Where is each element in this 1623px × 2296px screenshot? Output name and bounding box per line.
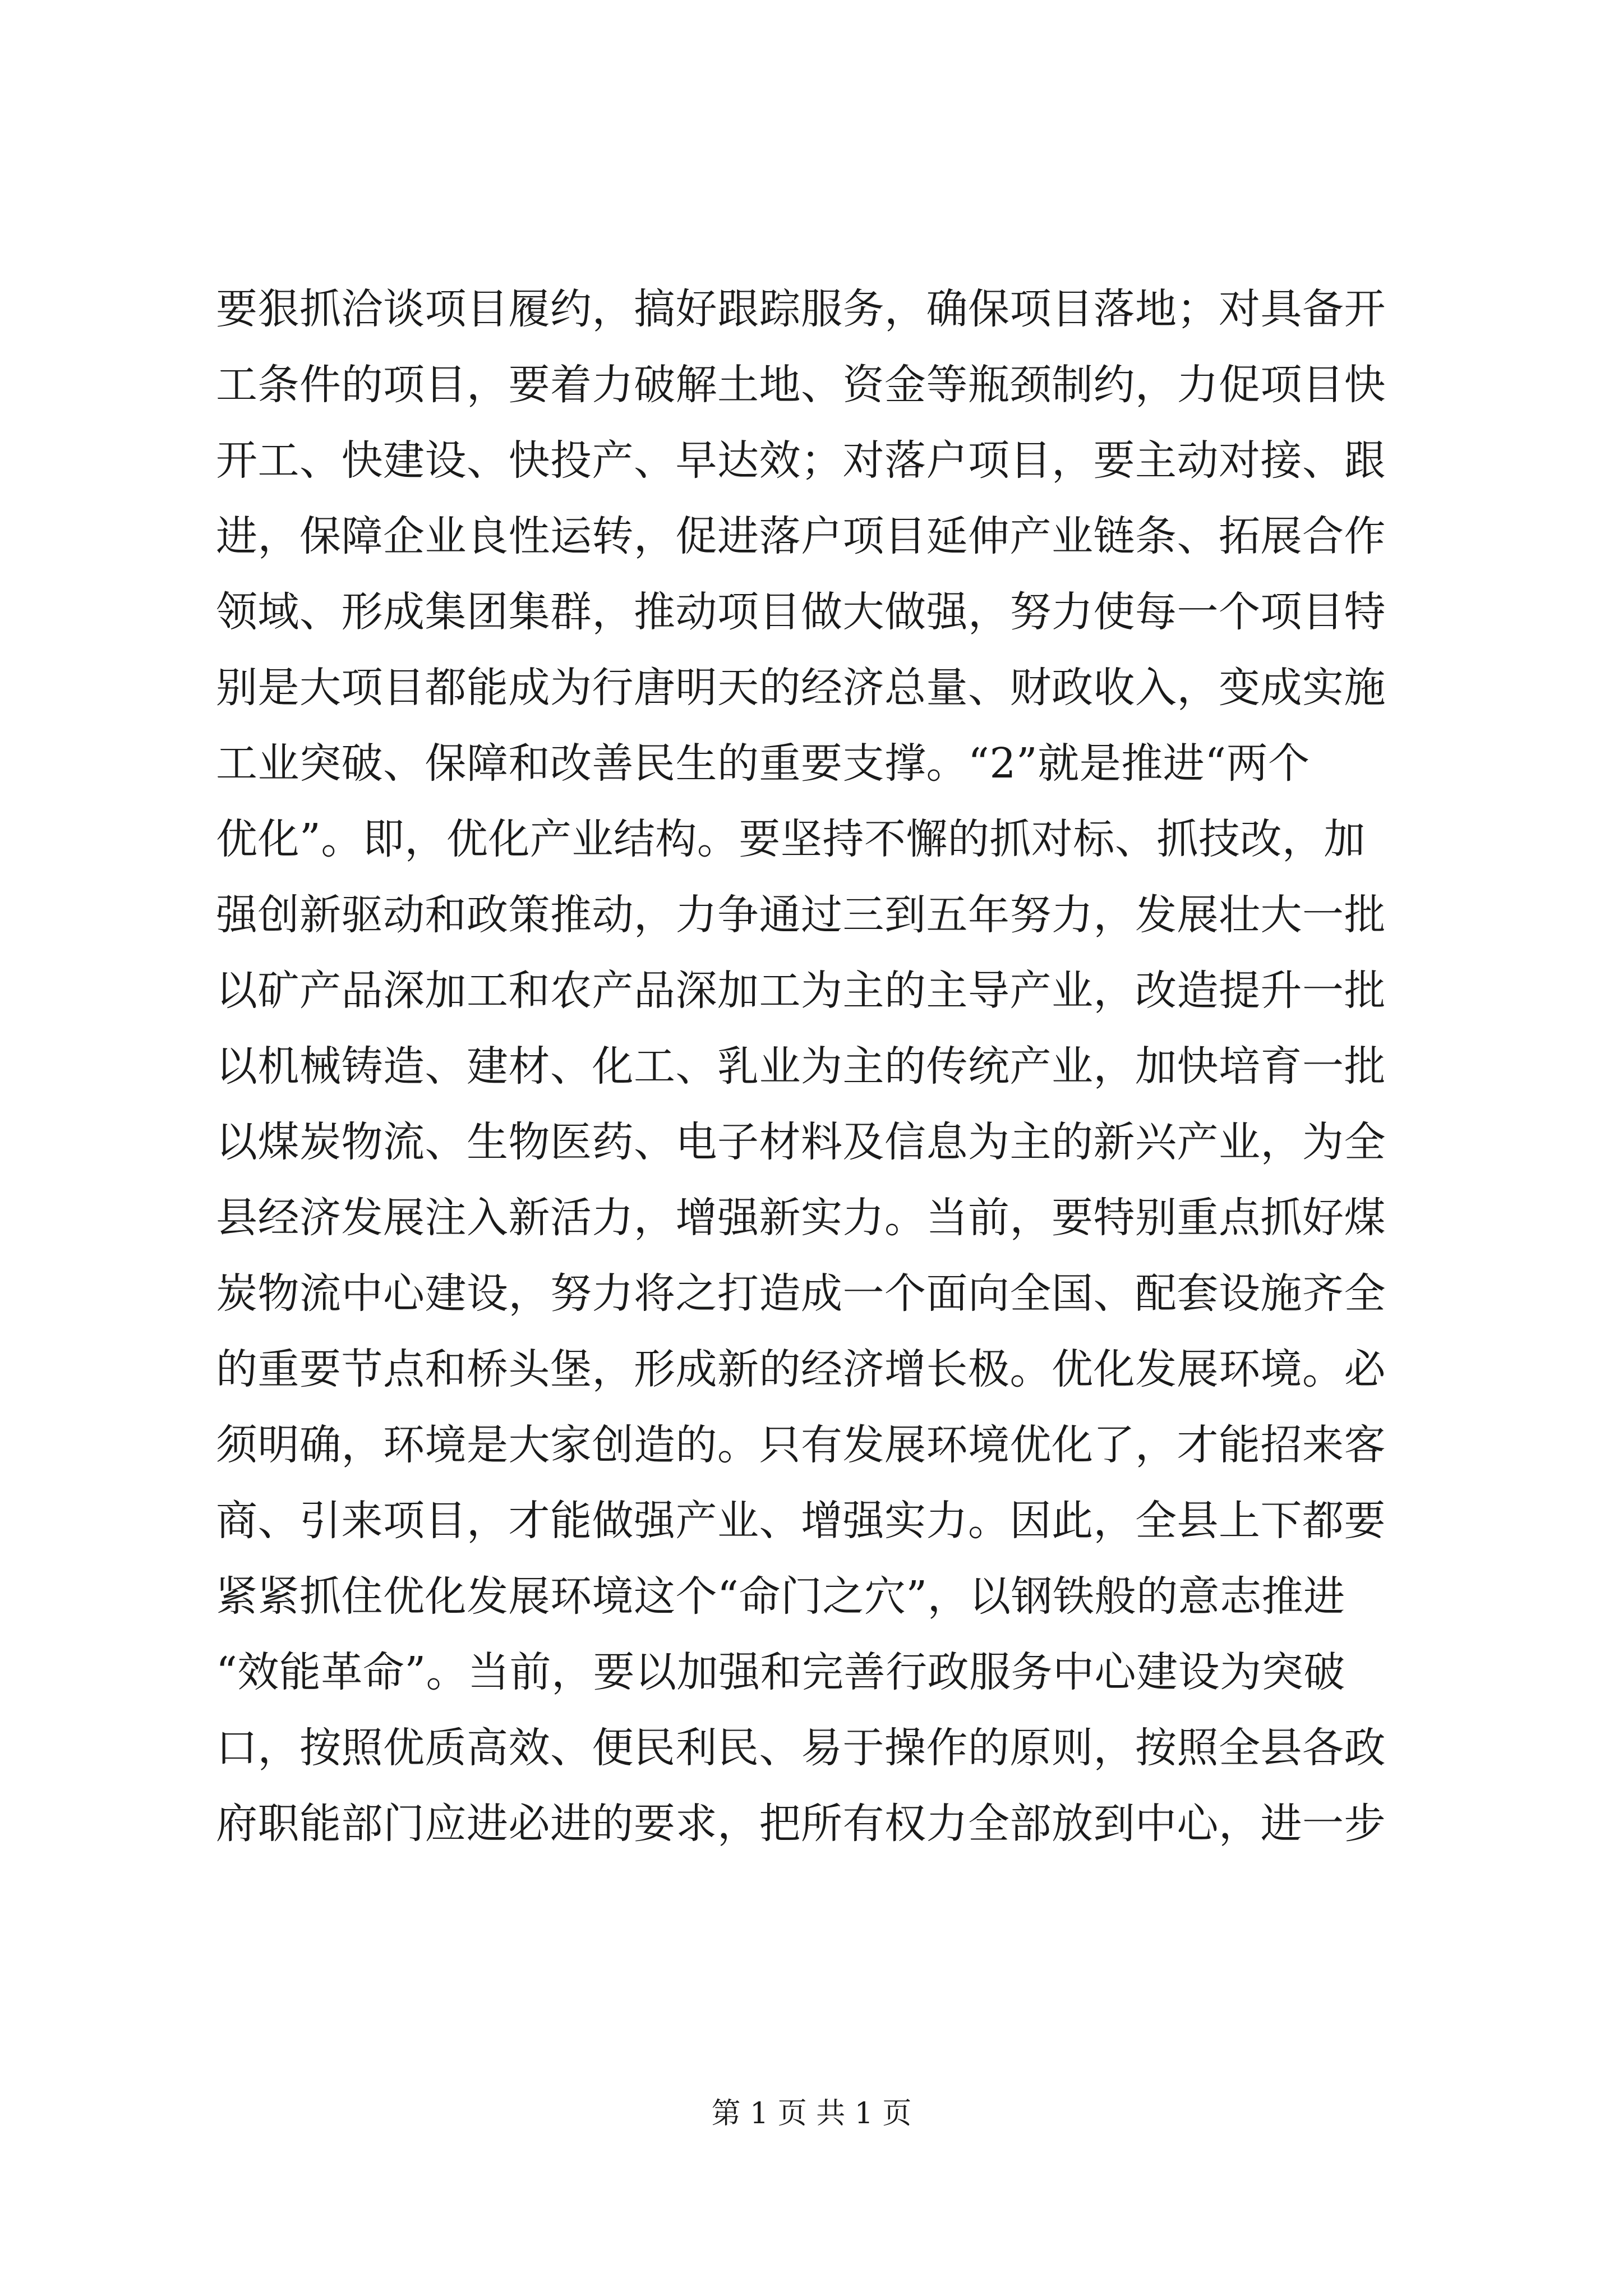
text-line: 开工、快建设、快投产、早达效；对落户项目，要主动对接、跟 <box>216 436 1386 485</box>
text-line: 进，保障企业良性运转，促进落户项目延伸产业链条、拓展合作 <box>216 512 1386 560</box>
text-line: 口，按照优质高效、便民利民、易于操作的原则，按照全县各政 <box>216 1724 1386 1772</box>
text-line: 领域、形成集团集群，推动项目做大做强，努力使每一个项目特 <box>216 588 1386 636</box>
text-line: 工业突破、保障和改善民生的重要支撑。“2”就是推进“两个 <box>216 739 1310 788</box>
text-line: 的重要节点和桥头堡，形成新的经济增长极。优化发展环境。必 <box>216 1345 1386 1393</box>
text-line: 强创新驱动和政策推动，力争通过三到五年努力，发展壮大一批 <box>216 891 1386 939</box>
text-line: “效能革命”。当前，要以加强和完善行政服务中心建设为突破 <box>216 1648 1345 1696</box>
text-line: 紧紧抓住优化发展环境这个“命门之穴”，以钢铁般的意志推进 <box>216 1572 1345 1621</box>
text-line: 炭物流中心建设，努力将之打造成一个面向全国、配套设施齐全 <box>216 1269 1386 1318</box>
text-line: 要狠抓洽谈项目履约，搞好跟踪服务，确保项目落地；对具备开 <box>216 285 1386 333</box>
text-line: 别是大项目都能成为行唐明天的经济总量、财政收入，变成实施 <box>216 664 1386 712</box>
page-number: 第 1 页 共 1 页 <box>711 2097 912 2131</box>
text-line: 府职能部门应进必进的要求，把所有权力全部放到中心，进一步 <box>216 1800 1386 1848</box>
text-line: 以矿产品深加工和农产品深加工为主的主导产业，改造提升一批 <box>216 967 1386 1015</box>
text-line: 工条件的项目，要着力破解土地、资金等瓶颈制约，力促项目快 <box>216 361 1386 409</box>
text-line: 以煤炭物流、生物医药、电子材料及信息为主的新兴产业，为全 <box>216 1118 1386 1166</box>
body-text <box>216 272 1455 1862</box>
text-line: 商、引来项目，才能做强产业、增强实力。因此，全县上下都要 <box>216 1497 1386 1545</box>
text-line: 优化”。即，优化产业结构。要坚持不懈的抓对标、抓技改，加 <box>216 815 1366 863</box>
text-line: 县经济发展注入新活力，增强新实力。当前，要特别重点抓好煤 <box>216 1194 1386 1242</box>
page-footer <box>0 2091 1623 2136</box>
text-line: 以机械铸造、建材、化工、乳业为主的传统产业，加快培育一批 <box>216 1042 1386 1091</box>
text-line: 须明确，环境是大家创造的。只有发展环境优化了，才能招来客 <box>216 1421 1386 1469</box>
